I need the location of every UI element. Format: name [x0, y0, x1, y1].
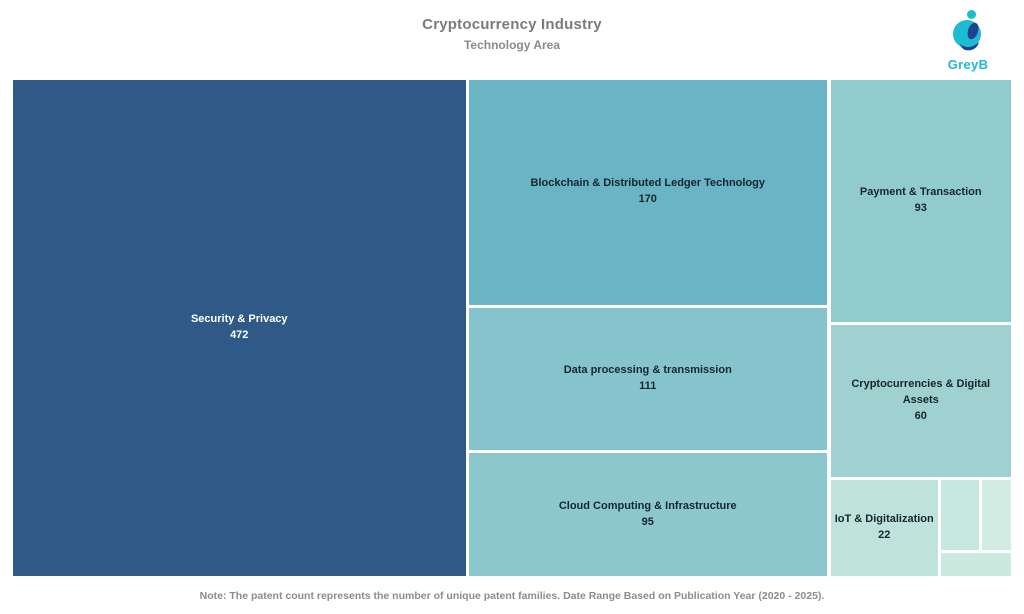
node-value: 93	[914, 201, 927, 214]
treemap-node-data-processing-transmission[interactable]	[468, 307, 829, 451]
greyb-logo-text: GreyB	[947, 57, 989, 72]
treemap-node-cloud-computing-infrastructure[interactable]	[468, 452, 829, 577]
node-value: 170	[638, 193, 657, 206]
node-value: 111	[639, 379, 657, 392]
chart-title: Cryptocurrency Industry	[422, 16, 602, 33]
treemap-node-security-privacy[interactable]	[12, 79, 467, 577]
node-value: 60	[914, 409, 927, 422]
node-value: 95	[641, 515, 654, 528]
treemap-node-iot-digitalization[interactable]	[830, 479, 940, 577]
node-label: Blockchain & Distributed Ledger Technology	[530, 177, 765, 190]
treemap-node-unlabeled-small-1[interactable]	[940, 479, 980, 550]
node-label: Payment & Transaction	[859, 185, 982, 198]
node-value: 22	[878, 529, 891, 542]
treemap-node-unlabeled-small-2[interactable]	[981, 479, 1013, 550]
node-label: Cryptocurrencies & Digital Assets	[851, 378, 991, 406]
treemap	[12, 79, 1012, 577]
node-label: Security & Privacy	[190, 313, 288, 326]
footer-note: Note: The patent count represents the number of unique patent families. Date Range Based on Publication Year (2020 - 2025).	[199, 590, 825, 602]
node-value: 472	[230, 329, 249, 341]
treemap-node-blockchain-distributed-ledger-technology[interactable]	[468, 79, 829, 306]
greyb-logo	[940, 8, 996, 72]
node-label: IoT & Digitalization	[834, 513, 934, 526]
treemap-node-unlabeled-small-3[interactable]	[940, 552, 1012, 577]
greyb-logo-icon	[948, 8, 988, 52]
treemap-node-payment-transaction[interactable]	[830, 79, 1013, 323]
node-label: Cloud Computing & Infrastructure	[558, 499, 737, 512]
treemap-node-cryptocurrencies-digital-assets[interactable]	[830, 324, 1013, 478]
chart-header	[0, 16, 1024, 52]
chart-subtitle: Technology Area	[463, 38, 561, 52]
node-label: Data processing & transmission	[563, 363, 732, 376]
